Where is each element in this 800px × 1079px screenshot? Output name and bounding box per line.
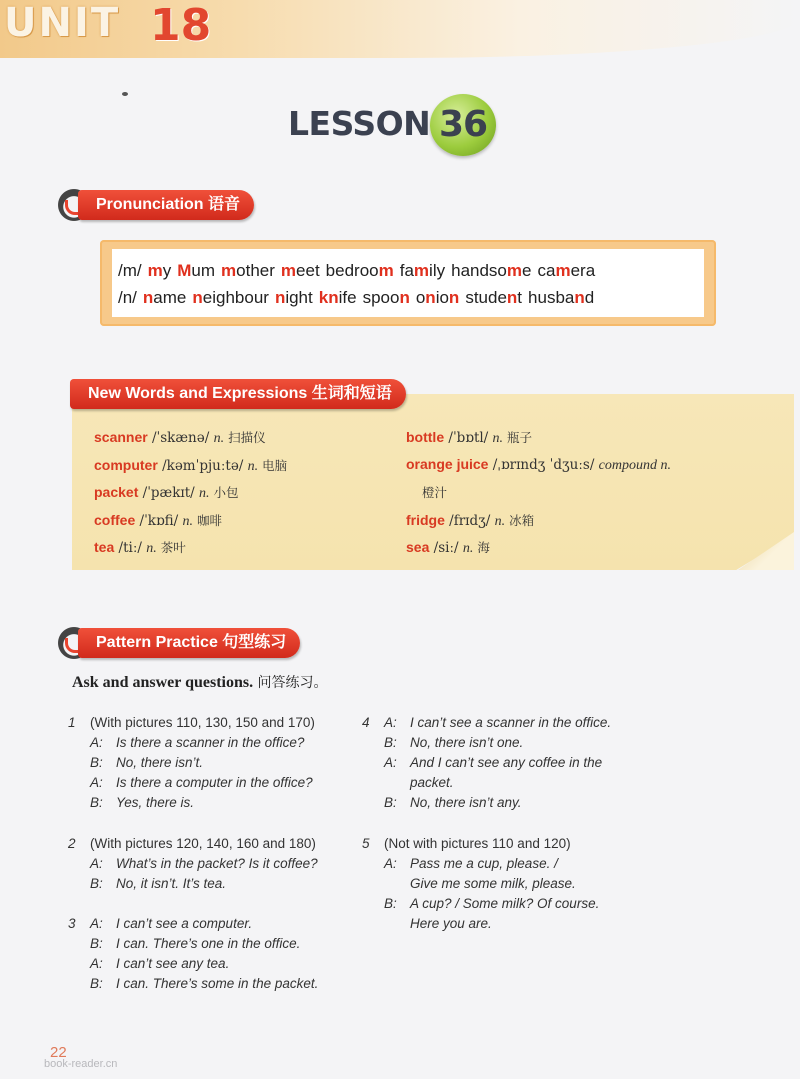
vocab-phonetic: /ˌɒrɪndʒ ˈdʒuːs/ [488,456,599,473]
vocab-phonetic: /frɪdʒ/ [444,512,495,529]
exercise-line [68,793,348,813]
word-part: um [191,261,216,280]
pronunciation-word [451,261,531,280]
highlighted-letters: m [221,261,237,280]
pronunciation-title: Pronunciation 语音 [78,190,254,220]
highlighted-letters: n [425,288,436,307]
speaker-label: A: [90,856,103,871]
pattern-practice-title: Pattern Practice 句型练习 [78,628,300,658]
vocab-part-of-speech: n. [462,541,474,556]
pronunciation-word [148,261,172,280]
word-part: ife [338,288,357,307]
vocab-part-of-speech: n. [213,431,225,446]
vocab-word: sea [406,539,430,555]
phoneme-symbol: /n/ [118,288,137,307]
exercise-number: 1 [68,715,76,730]
exercise-line [68,854,348,874]
dialogue-text: packet. [410,775,454,790]
pronunciation-word [319,288,357,307]
speaker-label: B: [90,795,103,810]
dialogue-text: Yes, there is. [116,795,195,810]
vocab-entry [406,483,447,501]
word-part: eighbour [202,288,269,307]
vocab-chinese: 茶叶 [160,540,186,555]
highlighted-letters: n [142,288,154,307]
word-part: stude [465,288,507,307]
highlighted-letters: m [280,261,297,280]
vocab-phonetic: /ˈbɒtl/ [444,430,493,446]
speaker-label: A: [90,735,103,750]
word-part: ily [429,261,446,280]
dialogue-text: No, it isn’t. It’s tea. [116,876,227,891]
word-part: eet [296,261,320,280]
vocab-part-of-speech: n. [494,513,506,529]
exercise-line [68,733,348,753]
exercise-line [362,854,642,874]
lesson-number-badge: 36 [430,94,496,156]
vocab-word: bottle [406,429,445,445]
vocab-chinese: 小包 [213,485,239,500]
vocab-phonetic: /ˈpækɪt/ [138,485,200,501]
highlighted-letters: m [147,261,163,280]
word-part: husba [528,288,575,307]
speaker-label: B: [384,735,397,750]
dialogue-text: Give me some milk, please. [410,876,576,891]
dialogue-text: Here you are. [410,916,492,931]
vocab-chinese: 橙汁 [422,485,448,500]
exercise-line [68,874,348,894]
exercise-line [362,914,642,934]
dialogue-text: No, there isn’t any. [410,795,522,810]
exercise-line [362,713,642,733]
pronunciation-word [326,261,394,280]
pronunciation-word [281,261,320,280]
vocab-chinese: 瓶子 [507,430,533,445]
word-part: spoo [362,288,400,307]
vocab-word: computer [94,456,158,473]
vocab-phonetic: /ˈkɒfi/ [135,512,183,529]
dialogue-text: I can’t see a computer. [116,916,253,931]
highlighted-letters: n [448,288,460,307]
vocab-word: tea [94,539,115,555]
exercise-line [68,773,348,793]
speaker-label: B: [90,976,103,991]
dialogue-text: No, there isn’t. [116,755,204,770]
vocab-word: fridge [406,511,445,528]
dialogue-text: No, there isn’t one. [410,735,524,750]
exercise-line [68,914,348,934]
vocab-chinese: 冰箱 [509,512,535,528]
highlighted-letters: m [378,261,394,280]
vocab-chinese: 电脑 [262,457,288,473]
highlighted-letters: n [399,288,410,307]
vocab-part-of-speech: compound n. [598,457,671,473]
exercise-line [68,713,348,733]
vocab-part-of-speech: n. [247,458,259,474]
dialogue-text: A cup? / Some milk? Of course. [410,896,600,911]
vocab-entry [406,456,671,474]
pronunciation-word [275,288,313,307]
highlighted-letters: M [177,261,192,280]
highlighted-letters: m [413,261,430,280]
speaker-label: B: [90,936,103,951]
pronunciation-line-m [118,261,595,281]
ink-dot [122,92,128,96]
word-part: t [517,288,523,307]
highlighted-letters: n [574,288,585,307]
instruction-chinese: 问答练习。 [253,675,328,691]
word-part: ame [153,288,187,307]
dialogue-text: And I can’t see any coffee in the [410,755,603,770]
speaker-label: A: [384,856,397,871]
speaker-label: A: [384,715,397,730]
speaker-label: A: [90,775,103,790]
dialogue-text: Is there a computer in the office? [116,775,313,790]
vocab-phonetic: /kəmˈpjuːtə/ [157,457,248,474]
vocab-entry [94,428,266,447]
pronunciation-word [400,261,445,280]
exercise-instruction: (With pictures 120, 140, 160 and 180) [90,836,316,851]
watermark: book-reader.cn [44,1058,118,1070]
pronunciation-line-n [118,288,594,308]
vocab-word: coffee [94,511,136,528]
exercise-2 [68,834,348,894]
vocab-part-of-speech: n. [182,513,193,529]
pronunciation-box [100,240,716,326]
vocab-phonetic: /ˈskænə/ [147,430,214,446]
pronunciation-word [416,288,459,307]
unit-number: 18 [150,0,212,51]
dialogue-text: Pass me a cup, please. / [410,856,558,871]
word-part: ca [537,261,556,280]
pronunciation-word [537,261,595,280]
dialogue-text: I can. There’s some in the packet. [116,976,319,991]
pronunciation-word [143,288,186,307]
exercise-line [68,974,348,994]
dialogue-text: I can’t see any tea. [116,956,230,971]
vocab-entry [406,538,490,557]
highlighted-letters: kn [318,288,339,307]
vocab-entry [406,428,532,447]
unit-banner [0,0,800,58]
speaker-label: B: [384,795,397,810]
dialogue-text: I can’t see a scanner in the office. [410,715,612,730]
speaker-label: B: [90,755,103,770]
pronunciation-content [112,249,704,317]
exercise-5 [362,834,642,934]
new-words-title: New Words and Expressions 生词和短语 [70,379,406,409]
exercise-number: 4 [362,715,370,730]
exercise-line [362,733,642,753]
exercise-instruction: (Not with pictures 110 and 120) [384,836,571,851]
instruction-english: Ask and answer questions. [72,674,254,691]
pronunciation-word [221,261,275,280]
highlighted-letters: n [506,288,518,307]
exercise-line [68,834,348,854]
dialogue-text: I can. There’s one in the office. [116,936,301,951]
exercise-3 [68,914,348,994]
word-part: handso [451,261,507,280]
word-part: e [522,261,532,280]
speaker-label: A: [90,916,103,931]
word-part: ight [285,288,313,307]
speaker-label: B: [384,896,397,911]
exercise-number: 2 [68,836,76,851]
word-part: o [415,288,426,307]
vocab-word: packet [94,484,139,500]
pronunciation-word [465,288,522,307]
highlighted-letters: m [506,261,523,280]
vocab-word: orange juice [406,455,489,472]
word-part: io [435,288,449,307]
vocab-word: scanner [94,429,148,445]
exercise-line [362,753,642,773]
exercise-line [362,793,642,813]
highlighted-letters: m [555,261,571,280]
phoneme-symbol: /m/ [118,261,142,280]
word-part: fa [399,261,414,280]
vocab-chinese: 扫描仪 [228,430,266,445]
exercise-number: 5 [362,836,370,851]
pronunciation-word [528,288,594,307]
pattern-instruction [72,672,328,692]
exercise-line [68,753,348,773]
vocab-phonetic: /tiː/ [114,540,147,556]
vocab-chinese: 咖啡 [196,512,222,528]
word-part: d [584,288,595,307]
vocab-part-of-speech: n. [199,486,210,501]
exercise-line [68,954,348,974]
vocab-entry [94,483,239,502]
lesson-title: LESSON [288,104,431,143]
vocab-entry [406,511,534,530]
exercise-4 [362,713,642,813]
exercise-instruction: (With pictures 110, 130, 150 and 170) [90,715,315,730]
vocab-phonetic: /siː/ [429,540,463,556]
vocab-entry [94,456,287,475]
exercise-1 [68,713,348,813]
vocab-chinese: 海 [477,540,490,555]
exercise-line [362,834,642,854]
word-part: other [236,261,275,280]
exercise-line [68,934,348,954]
speaker-label: A: [90,956,103,971]
vocab-part-of-speech: n. [492,431,504,446]
unit-word: UNIT [4,0,121,46]
exercise-number: 3 [68,916,76,931]
dialogue-text: What’s in the packet? Is it coffee? [116,856,318,871]
exercise-line [362,894,642,914]
speaker-label: A: [384,755,397,770]
word-part: y [162,261,172,280]
vocab-entry [94,511,222,530]
highlighted-letters: n [274,288,286,307]
exercise-line [362,773,642,793]
pronunciation-word [192,288,269,307]
pronunciation-word [177,261,215,280]
page-number: 22 [50,1044,67,1061]
dialogue-text: Is there a scanner in the office? [116,735,305,750]
word-part: bedroo [325,261,379,280]
pronunciation-word [363,288,410,307]
exercise-line [362,874,642,894]
vocab-part-of-speech: n. [146,541,157,556]
speaker-label: B: [90,876,103,891]
vocab-entry [94,538,186,557]
word-part: era [570,261,596,280]
highlighted-letters: n [192,288,203,307]
